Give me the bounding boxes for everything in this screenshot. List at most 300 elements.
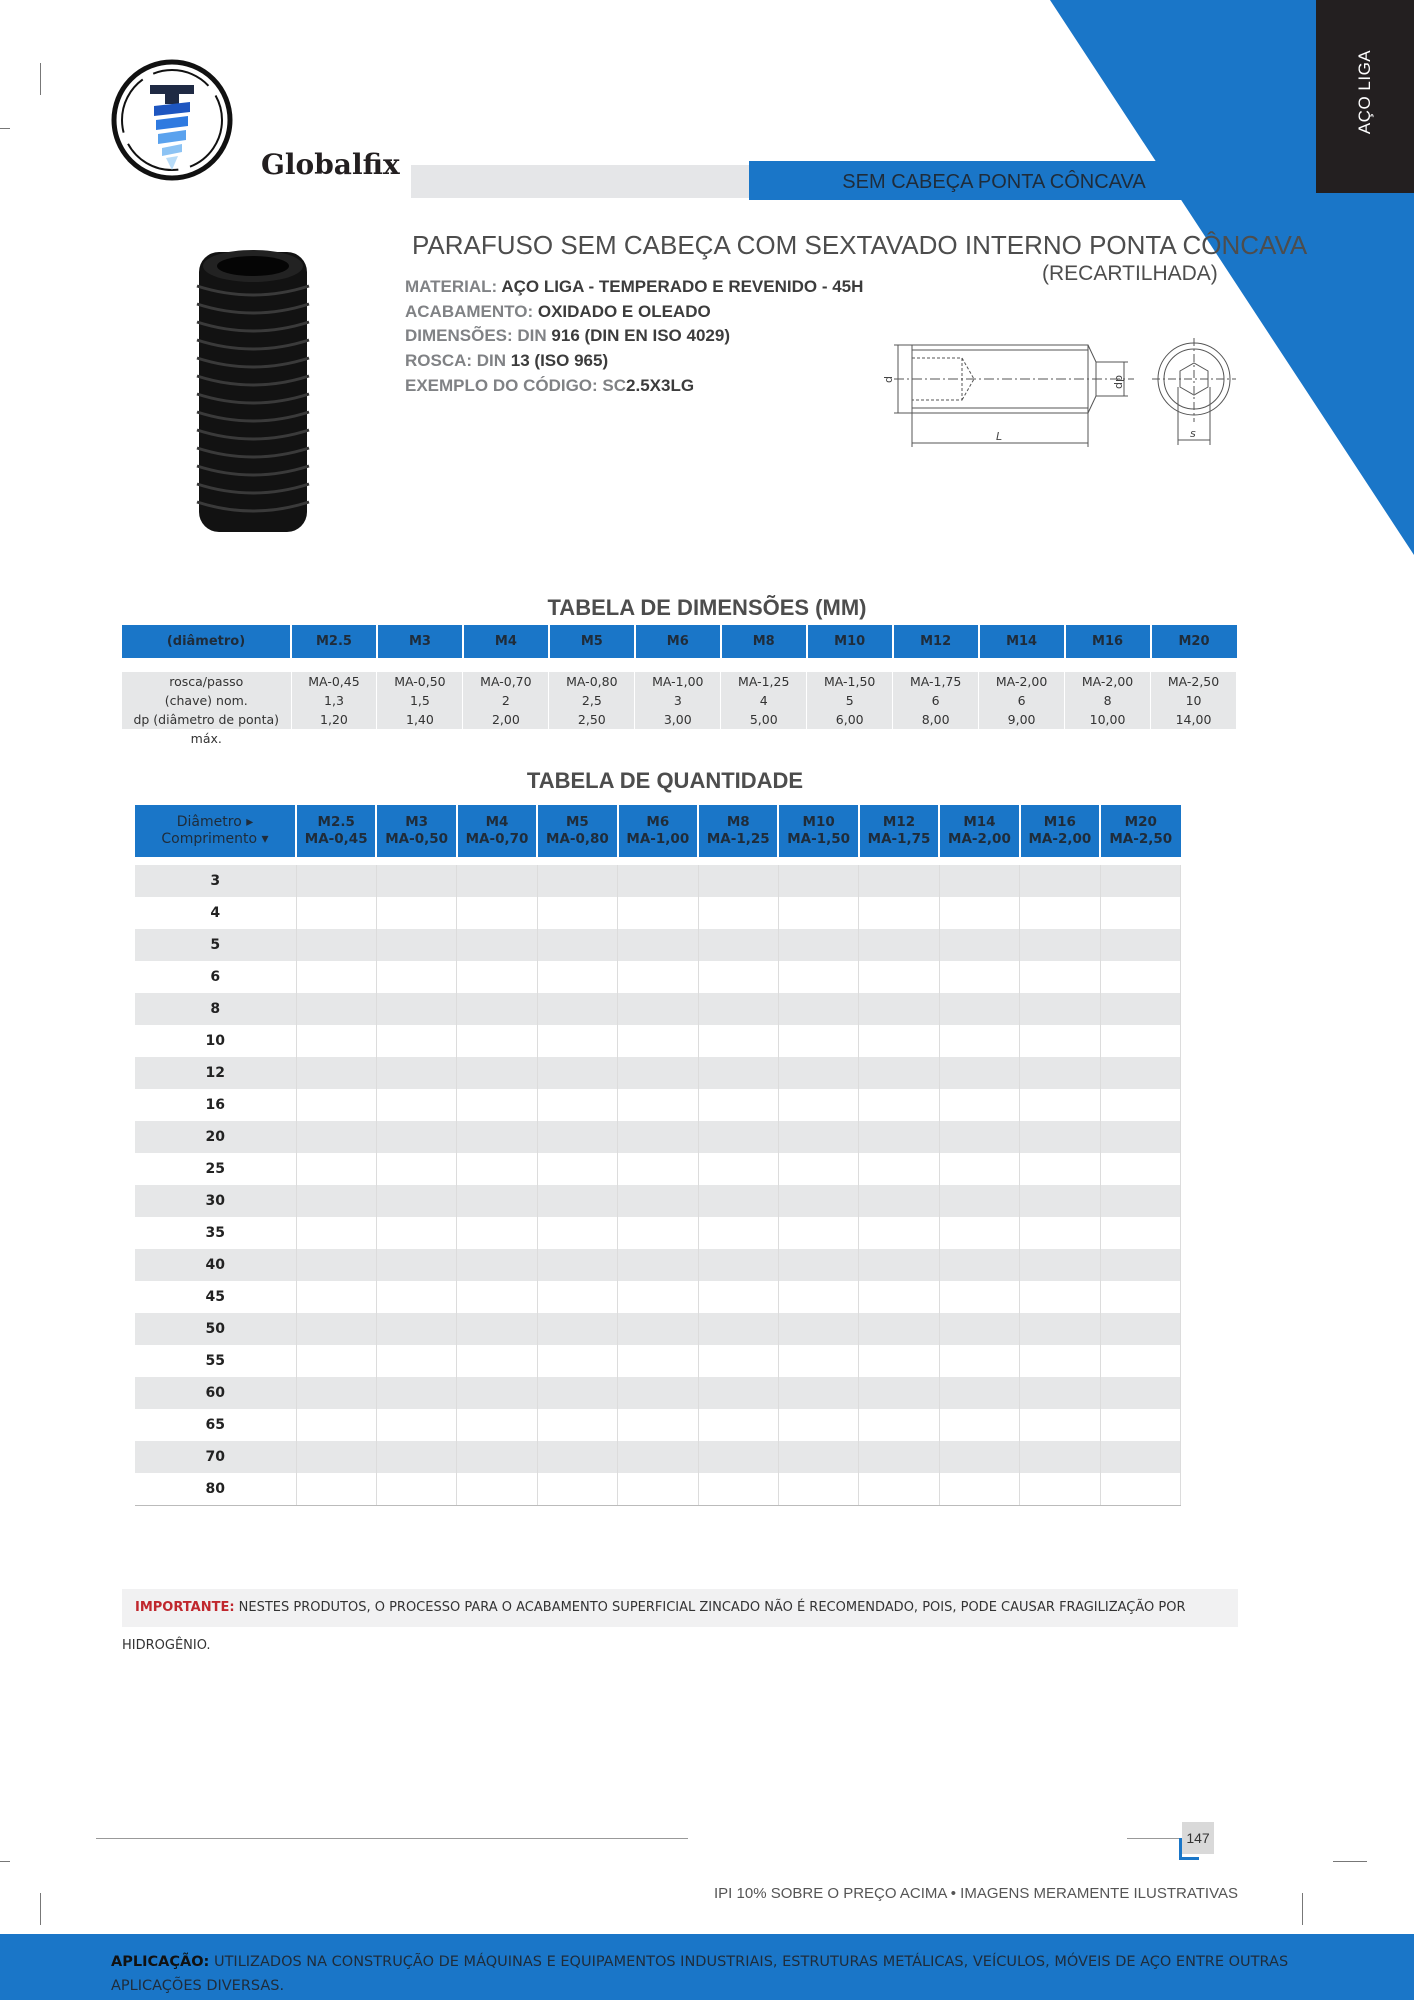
qty-header-cell — [296, 805, 376, 857]
qty-header-cell — [939, 805, 1019, 857]
qty-header-cell — [618, 805, 698, 857]
qty-input-cell[interactable] — [1020, 865, 1100, 897]
spec-label: EXEMPLO DO CÓDIGO: SC — [405, 376, 627, 395]
footer-divider — [1127, 1838, 1187, 1839]
qty-input-cell[interactable] — [939, 1057, 1019, 1089]
qty-input-cell[interactable] — [939, 1025, 1019, 1057]
qty-input-cell[interactable] — [1020, 1441, 1100, 1473]
qty-input-cell[interactable] — [939, 1409, 1019, 1441]
qty-input-cell[interactable] — [296, 1057, 376, 1089]
qty-input-cell[interactable] — [296, 1121, 376, 1153]
qty-input-cell[interactable] — [296, 865, 376, 897]
qty-input-cell[interactable] — [859, 993, 939, 1025]
qty-input-cell[interactable] — [537, 1057, 617, 1089]
qty-input-cell[interactable] — [376, 897, 456, 929]
dim-cell: 9,00 — [979, 710, 1065, 729]
qty-input-cell[interactable] — [618, 1217, 698, 1249]
qty-input-cell[interactable] — [778, 1377, 858, 1409]
qty-input-cell[interactable] — [618, 1441, 698, 1473]
qty-input-cell[interactable] — [296, 1473, 376, 1506]
qty-input-cell[interactable] — [296, 1249, 376, 1281]
qty-input-cell[interactable] — [859, 1377, 939, 1409]
qty-input-cell[interactable] — [939, 1089, 1019, 1121]
qty-input-cell[interactable] — [859, 897, 939, 929]
qty-input-cell[interactable] — [457, 1249, 537, 1281]
qty-length-label: 16 — [135, 1089, 296, 1121]
qty-input-cell[interactable] — [296, 929, 376, 961]
qty-input-cell[interactable] — [537, 1153, 617, 1185]
qty-input-cell[interactable] — [698, 1473, 778, 1506]
qty-input-cell[interactable] — [296, 1345, 376, 1377]
qty-input-cell[interactable] — [1100, 961, 1180, 993]
qty-input-cell[interactable] — [778, 1249, 858, 1281]
qty-input-cell[interactable] — [859, 1313, 939, 1345]
dim-cell — [635, 729, 721, 748]
dim-cell: MA-2,50 — [1151, 672, 1237, 691]
qty-input-cell[interactable] — [457, 865, 537, 897]
qty-input-cell[interactable] — [1100, 1025, 1180, 1057]
qty-header-pitch: MA-0,45 — [304, 831, 368, 847]
qty-input-cell[interactable] — [618, 897, 698, 929]
qty-input-cell[interactable] — [376, 1441, 456, 1473]
qty-input-cell[interactable] — [457, 961, 537, 993]
drawing-label-dp: dp — [1113, 375, 1126, 389]
qty-input-cell[interactable] — [457, 1281, 537, 1313]
qty-input-cell[interactable] — [537, 929, 617, 961]
header-grey-bar — [411, 165, 749, 198]
qty-input-cell[interactable] — [296, 1281, 376, 1313]
qty-input-cell[interactable] — [1100, 897, 1180, 929]
qty-header-pitch: MA-2,00 — [948, 831, 1011, 847]
qty-input-cell[interactable] — [939, 897, 1019, 929]
qty-input-cell[interactable] — [859, 1025, 939, 1057]
category-side-tab[interactable] — [1316, 0, 1414, 193]
qty-input-cell[interactable] — [376, 1217, 456, 1249]
footer-divider — [96, 1838, 688, 1839]
spec-value: 13 (ISO 965) — [510, 351, 609, 370]
qty-input-cell[interactable] — [1100, 1473, 1180, 1506]
qty-input-cell[interactable] — [859, 1281, 939, 1313]
qty-input-cell[interactable] — [537, 961, 617, 993]
qty-header-diameter: M4 — [485, 814, 509, 830]
qty-input-cell[interactable] — [618, 1313, 698, 1345]
qty-header-pitch: MA-2,50 — [1109, 831, 1173, 847]
qty-input-cell[interactable] — [457, 1313, 537, 1345]
qty-input-cell[interactable] — [1020, 1185, 1100, 1217]
qty-input-cell[interactable] — [457, 1473, 537, 1506]
qty-input-cell[interactable] — [457, 993, 537, 1025]
qty-input-cell[interactable] — [698, 1121, 778, 1153]
qty-input-cell[interactable] — [939, 1153, 1019, 1185]
qty-input-cell[interactable] — [778, 865, 858, 897]
qty-input-cell[interactable] — [537, 1089, 617, 1121]
qty-input-cell[interactable] — [698, 865, 778, 897]
qty-input-cell[interactable] — [376, 1025, 456, 1057]
dim-cell: MA-1,00 — [635, 672, 721, 691]
qty-input-cell[interactable] — [1020, 1153, 1100, 1185]
qty-input-cell[interactable] — [376, 1281, 456, 1313]
qty-input-cell[interactable] — [939, 1281, 1019, 1313]
qty-input-cell[interactable] — [698, 1025, 778, 1057]
qty-input-cell[interactable] — [1020, 961, 1100, 993]
qty-input-cell[interactable] — [1100, 1185, 1180, 1217]
qty-input-cell[interactable] — [537, 1377, 617, 1409]
dim-cell: 5,00 — [721, 710, 807, 729]
qty-input-cell[interactable] — [537, 1409, 617, 1441]
qty-row — [135, 993, 1181, 1025]
qty-input-cell[interactable] — [296, 1185, 376, 1217]
qty-input-cell[interactable] — [457, 1185, 537, 1217]
qty-input-cell[interactable] — [778, 1089, 858, 1121]
quantity-table-title: TABELA DE QUANTIDADE — [526, 768, 804, 793]
qty-input-cell[interactable] — [457, 897, 537, 929]
qty-input-cell[interactable] — [537, 1121, 617, 1153]
dim-cell — [979, 729, 1065, 748]
dim-cell — [377, 729, 463, 748]
qty-input-cell[interactable] — [537, 1345, 617, 1377]
qty-input-cell[interactable] — [778, 929, 858, 961]
qty-input-cell[interactable] — [457, 1121, 537, 1153]
dim-header-cell: M8 — [721, 625, 807, 658]
qty-input-cell[interactable] — [1100, 929, 1180, 961]
qty-input-cell[interactable] — [618, 1025, 698, 1057]
qty-input-cell[interactable] — [1020, 1409, 1100, 1441]
qty-input-cell[interactable] — [1100, 1217, 1180, 1249]
qty-input-cell[interactable] — [537, 1313, 617, 1345]
qty-input-cell[interactable] — [296, 1089, 376, 1121]
qty-input-cell[interactable] — [698, 961, 778, 993]
qty-input-cell[interactable] — [376, 1409, 456, 1441]
qty-input-cell[interactable] — [1020, 1121, 1100, 1153]
qty-input-cell[interactable] — [376, 865, 456, 897]
qty-input-cell[interactable] — [778, 1121, 858, 1153]
qty-input-cell[interactable] — [859, 865, 939, 897]
qty-input-cell[interactable] — [376, 1345, 456, 1377]
qty-input-cell[interactable] — [376, 1185, 456, 1217]
spec-label: DIMENSÕES: DIN — [405, 326, 552, 345]
dim-cell: 4 — [721, 691, 807, 710]
qty-input-cell[interactable] — [939, 961, 1019, 993]
qty-input-cell[interactable] — [698, 1345, 778, 1377]
qty-input-cell[interactable] — [618, 961, 698, 993]
qty-input-cell[interactable] — [618, 1121, 698, 1153]
qty-input-cell[interactable] — [537, 1217, 617, 1249]
qty-header-diameter: M2.5 — [317, 814, 355, 830]
qty-input-cell[interactable] — [698, 993, 778, 1025]
spec-thread — [405, 351, 608, 371]
qty-input-cell[interactable] — [778, 1409, 858, 1441]
globalfix-logo-icon — [110, 58, 234, 182]
spec-label: ACABAMENTO: — [405, 302, 538, 321]
qty-input-cell[interactable] — [859, 1217, 939, 1249]
qty-input-cell[interactable] — [1020, 1057, 1100, 1089]
qty-input-cell[interactable] — [376, 1473, 456, 1506]
qty-input-cell[interactable] — [376, 1313, 456, 1345]
spec-label: ROSCA: DIN — [405, 351, 511, 370]
qty-input-cell[interactable] — [296, 897, 376, 929]
dim-cell — [807, 729, 893, 748]
qty-input-cell[interactable] — [537, 1185, 617, 1217]
qty-header-pitch: MA-1,50 — [787, 831, 851, 847]
qty-input-cell[interactable] — [778, 1185, 858, 1217]
qty-input-cell[interactable] — [618, 1153, 698, 1185]
qty-input-cell[interactable] — [537, 897, 617, 929]
qty-input-cell[interactable] — [1100, 1249, 1180, 1281]
qty-input-cell[interactable] — [778, 1473, 858, 1506]
qty-input-cell[interactable] — [376, 929, 456, 961]
qty-input-cell[interactable] — [1020, 1473, 1100, 1506]
qty-length-label: 55 — [135, 1345, 296, 1377]
qty-input-cell[interactable] — [537, 1281, 617, 1313]
crop-mark — [0, 1861, 10, 1862]
qty-input-cell[interactable] — [457, 1441, 537, 1473]
qty-input-cell[interactable] — [778, 1057, 858, 1089]
qty-input-cell[interactable] — [457, 1217, 537, 1249]
qty-input-cell[interactable] — [778, 1441, 858, 1473]
dim-cell: MA-0,70 — [463, 672, 549, 691]
qty-input-cell[interactable] — [376, 961, 456, 993]
qty-input-cell[interactable] — [618, 1473, 698, 1506]
qty-input-cell[interactable] — [1020, 897, 1100, 929]
qty-input-cell[interactable] — [939, 1217, 1019, 1249]
qty-input-cell[interactable] — [457, 1153, 537, 1185]
qty-length-label: 25 — [135, 1153, 296, 1185]
qty-input-cell[interactable] — [1020, 1025, 1100, 1057]
technical-drawing — [874, 330, 1239, 458]
qty-header-pitch: MA-0,50 — [385, 831, 448, 847]
qty-length-label: 50 — [135, 1313, 296, 1345]
spec-dimensions — [405, 326, 730, 346]
qty-input-cell[interactable] — [296, 1313, 376, 1345]
dim-cell: 3 — [635, 691, 721, 710]
dim-cell: 10,00 — [1065, 710, 1151, 729]
qty-input-cell[interactable] — [296, 1153, 376, 1185]
dim-row-label: rosca/passo — [122, 672, 291, 691]
qty-input-cell[interactable] — [698, 1281, 778, 1313]
qty-input-cell[interactable] — [618, 1249, 698, 1281]
qty-input-cell[interactable] — [618, 1089, 698, 1121]
note-lead: IMPORTANTE: — [135, 1600, 235, 1615]
qty-input-cell[interactable] — [1100, 1121, 1180, 1153]
qty-input-cell[interactable] — [698, 1249, 778, 1281]
qty-input-cell[interactable] — [698, 1057, 778, 1089]
qty-input-cell[interactable] — [537, 1473, 617, 1506]
qty-input-cell[interactable] — [618, 1057, 698, 1089]
qty-header-pitch: MA-0,70 — [465, 831, 529, 847]
spec-value: 916 (DIN EN ISO 4029) — [551, 326, 730, 345]
qty-row — [135, 1185, 1181, 1217]
qty-input-cell[interactable] — [1100, 993, 1180, 1025]
qty-input-cell[interactable] — [296, 1217, 376, 1249]
qty-input-cell[interactable] — [376, 1249, 456, 1281]
qty-input-cell[interactable] — [859, 1345, 939, 1377]
qty-input-cell[interactable] — [1020, 1281, 1100, 1313]
qty-input-cell[interactable] — [778, 993, 858, 1025]
qty-input-cell[interactable] — [457, 1089, 537, 1121]
qty-header-diameter: M16 — [1043, 814, 1076, 830]
qty-input-cell[interactable] — [376, 1057, 456, 1089]
qty-input-cell[interactable] — [859, 1409, 939, 1441]
spec-label: MATERIAL: — [405, 277, 502, 296]
qty-input-cell[interactable] — [457, 1025, 537, 1057]
drawing-label-d: d — [882, 376, 895, 383]
qty-input-cell[interactable] — [698, 929, 778, 961]
qty-input-cell[interactable] — [618, 993, 698, 1025]
qty-input-cell[interactable] — [1100, 1345, 1180, 1377]
qty-input-cell[interactable] — [698, 897, 778, 929]
qty-input-cell[interactable] — [537, 1249, 617, 1281]
qty-input-cell[interactable] — [457, 1345, 537, 1377]
qty-input-cell[interactable] — [1020, 929, 1100, 961]
dim-cell: MA-1,75 — [893, 672, 979, 691]
qty-input-cell[interactable] — [859, 929, 939, 961]
qty-input-cell[interactable] — [939, 1185, 1019, 1217]
dim-row — [122, 710, 1237, 729]
qty-input-cell[interactable] — [1100, 1057, 1180, 1089]
price-disclaimer: IPI 10% SOBRE O PREÇO ACIMA • IMAGENS MERAMENTE ILUSTRATIVAS — [714, 1885, 1238, 1902]
qty-input-cell[interactable] — [859, 1057, 939, 1089]
qty-input-cell[interactable] — [1020, 1377, 1100, 1409]
qty-input-cell[interactable] — [778, 1153, 858, 1185]
qty-input-cell[interactable] — [859, 961, 939, 993]
qty-input-cell[interactable] — [376, 1377, 456, 1409]
qty-input-cell[interactable] — [376, 993, 456, 1025]
qty-input-cell[interactable] — [537, 865, 617, 897]
qty-input-cell[interactable] — [618, 1345, 698, 1377]
qty-input-cell[interactable] — [778, 1025, 858, 1057]
qty-input-cell[interactable] — [939, 1473, 1019, 1506]
qty-input-cell[interactable] — [457, 1377, 537, 1409]
qty-input-cell[interactable] — [1020, 1089, 1100, 1121]
qty-row — [135, 1281, 1181, 1313]
qty-input-cell[interactable] — [1020, 1249, 1100, 1281]
qty-header-cell — [859, 805, 939, 857]
qty-input-cell[interactable] — [618, 865, 698, 897]
qty-input-cell[interactable] — [1020, 993, 1100, 1025]
qty-header-cell — [1100, 805, 1180, 857]
qty-row — [135, 1313, 1181, 1345]
qty-length-label: 80 — [135, 1473, 296, 1506]
qty-input-cell[interactable] — [698, 1153, 778, 1185]
qty-input-cell[interactable] — [1100, 1281, 1180, 1313]
qty-input-cell[interactable] — [698, 1089, 778, 1121]
qty-input-cell[interactable] — [939, 1377, 1019, 1409]
qty-input-cell[interactable] — [1020, 1313, 1100, 1345]
qty-input-cell[interactable] — [698, 1217, 778, 1249]
qty-input-cell[interactable] — [457, 929, 537, 961]
crop-mark — [0, 128, 10, 129]
qty-row — [135, 1089, 1181, 1121]
qty-input-cell[interactable] — [939, 865, 1019, 897]
qty-input-cell[interactable] — [778, 1281, 858, 1313]
dim-row-label: (chave) nom. — [122, 691, 291, 710]
qty-input-cell[interactable] — [1100, 1313, 1180, 1345]
qty-input-cell[interactable] — [296, 1441, 376, 1473]
qty-input-cell[interactable] — [939, 1249, 1019, 1281]
qty-input-cell[interactable] — [618, 1281, 698, 1313]
dim-cell — [549, 729, 635, 748]
qty-input-cell[interactable] — [698, 1185, 778, 1217]
qty-input-cell[interactable] — [939, 1345, 1019, 1377]
qty-input-cell[interactable] — [939, 1313, 1019, 1345]
qty-input-cell[interactable] — [296, 1409, 376, 1441]
dim-row — [122, 691, 1237, 710]
qty-row — [135, 1377, 1181, 1409]
dim-row-label: máx. — [122, 729, 291, 748]
qty-input-cell[interactable] — [1100, 1089, 1180, 1121]
qty-input-cell[interactable] — [537, 1441, 617, 1473]
qty-input-cell[interactable] — [1100, 1377, 1180, 1409]
qty-input-cell[interactable] — [537, 993, 617, 1025]
qty-input-cell[interactable] — [1100, 1153, 1180, 1185]
qty-input-cell[interactable] — [778, 1217, 858, 1249]
qty-input-cell[interactable] — [618, 1409, 698, 1441]
qty-input-cell[interactable] — [859, 1121, 939, 1153]
dim-cell: 2,50 — [549, 710, 635, 729]
qty-input-cell[interactable] — [1020, 1345, 1100, 1377]
qty-input-cell[interactable] — [537, 1025, 617, 1057]
dim-row — [122, 729, 1237, 748]
qty-input-cell[interactable] — [296, 961, 376, 993]
qty-input-cell[interactable] — [859, 1473, 939, 1506]
qty-input-cell[interactable] — [457, 1409, 537, 1441]
qty-input-cell[interactable] — [1100, 1441, 1180, 1473]
qty-input-cell[interactable] — [698, 1377, 778, 1409]
qty-input-cell[interactable] — [939, 1441, 1019, 1473]
qty-input-cell[interactable] — [618, 1377, 698, 1409]
qty-input-cell[interactable] — [376, 1089, 456, 1121]
qty-input-cell[interactable] — [698, 1313, 778, 1345]
dim-cell: 2,00 — [463, 710, 549, 729]
dim-header-cell: M20 — [1151, 625, 1237, 658]
qty-input-cell[interactable] — [859, 1089, 939, 1121]
qty-input-cell[interactable] — [778, 961, 858, 993]
note-text: NESTES PRODUTOS, O PROCESSO PARA O ACABAMENTO SUPERFICIAL ZINCADO NÃO É RECOMENDADO, POIS, PODE CAUSAR FRAGILIZAÇÃO POR HIDROGÊNIO. — [122, 1600, 1186, 1653]
qty-input-cell[interactable] — [1100, 1409, 1180, 1441]
qty-input-cell[interactable] — [778, 897, 858, 929]
qty-input-cell[interactable] — [1100, 865, 1180, 897]
qty-input-cell[interactable] — [859, 1249, 939, 1281]
brand-name: Globalfix — [261, 148, 400, 181]
qty-input-cell[interactable] — [457, 1057, 537, 1089]
product-title: PARAFUSO SEM CABEÇA COM SEXTAVADO INTERNO PONTA CÔNCAVA — [412, 230, 1308, 260]
dim-cell: 10 — [1151, 691, 1237, 710]
qty-input-cell[interactable] — [296, 1025, 376, 1057]
qty-input-cell[interactable] — [618, 929, 698, 961]
qty-input-cell[interactable] — [859, 1441, 939, 1473]
qty-input-cell[interactable] — [296, 1377, 376, 1409]
qty-input-cell[interactable] — [939, 993, 1019, 1025]
dim-cell: MA-0,50 — [377, 672, 463, 691]
qty-input-cell[interactable] — [376, 1153, 456, 1185]
qty-input-cell[interactable] — [618, 1185, 698, 1217]
qty-input-cell[interactable] — [698, 1441, 778, 1473]
qty-input-cell[interactable] — [1020, 1217, 1100, 1249]
qty-input-cell[interactable] — [376, 1121, 456, 1153]
qty-input-cell[interactable] — [859, 1153, 939, 1185]
qty-input-cell[interactable] — [778, 1313, 858, 1345]
qty-input-cell[interactable] — [296, 993, 376, 1025]
qty-length-label: 40 — [135, 1249, 296, 1281]
qty-row — [135, 1153, 1181, 1185]
qty-input-cell[interactable] — [859, 1185, 939, 1217]
qty-input-cell[interactable] — [778, 1345, 858, 1377]
application-text — [111, 1950, 1291, 1998]
qty-input-cell[interactable] — [698, 1409, 778, 1441]
spec-material — [405, 277, 863, 297]
qty-input-cell[interactable] — [939, 929, 1019, 961]
qty-input-cell[interactable] — [939, 1121, 1019, 1153]
